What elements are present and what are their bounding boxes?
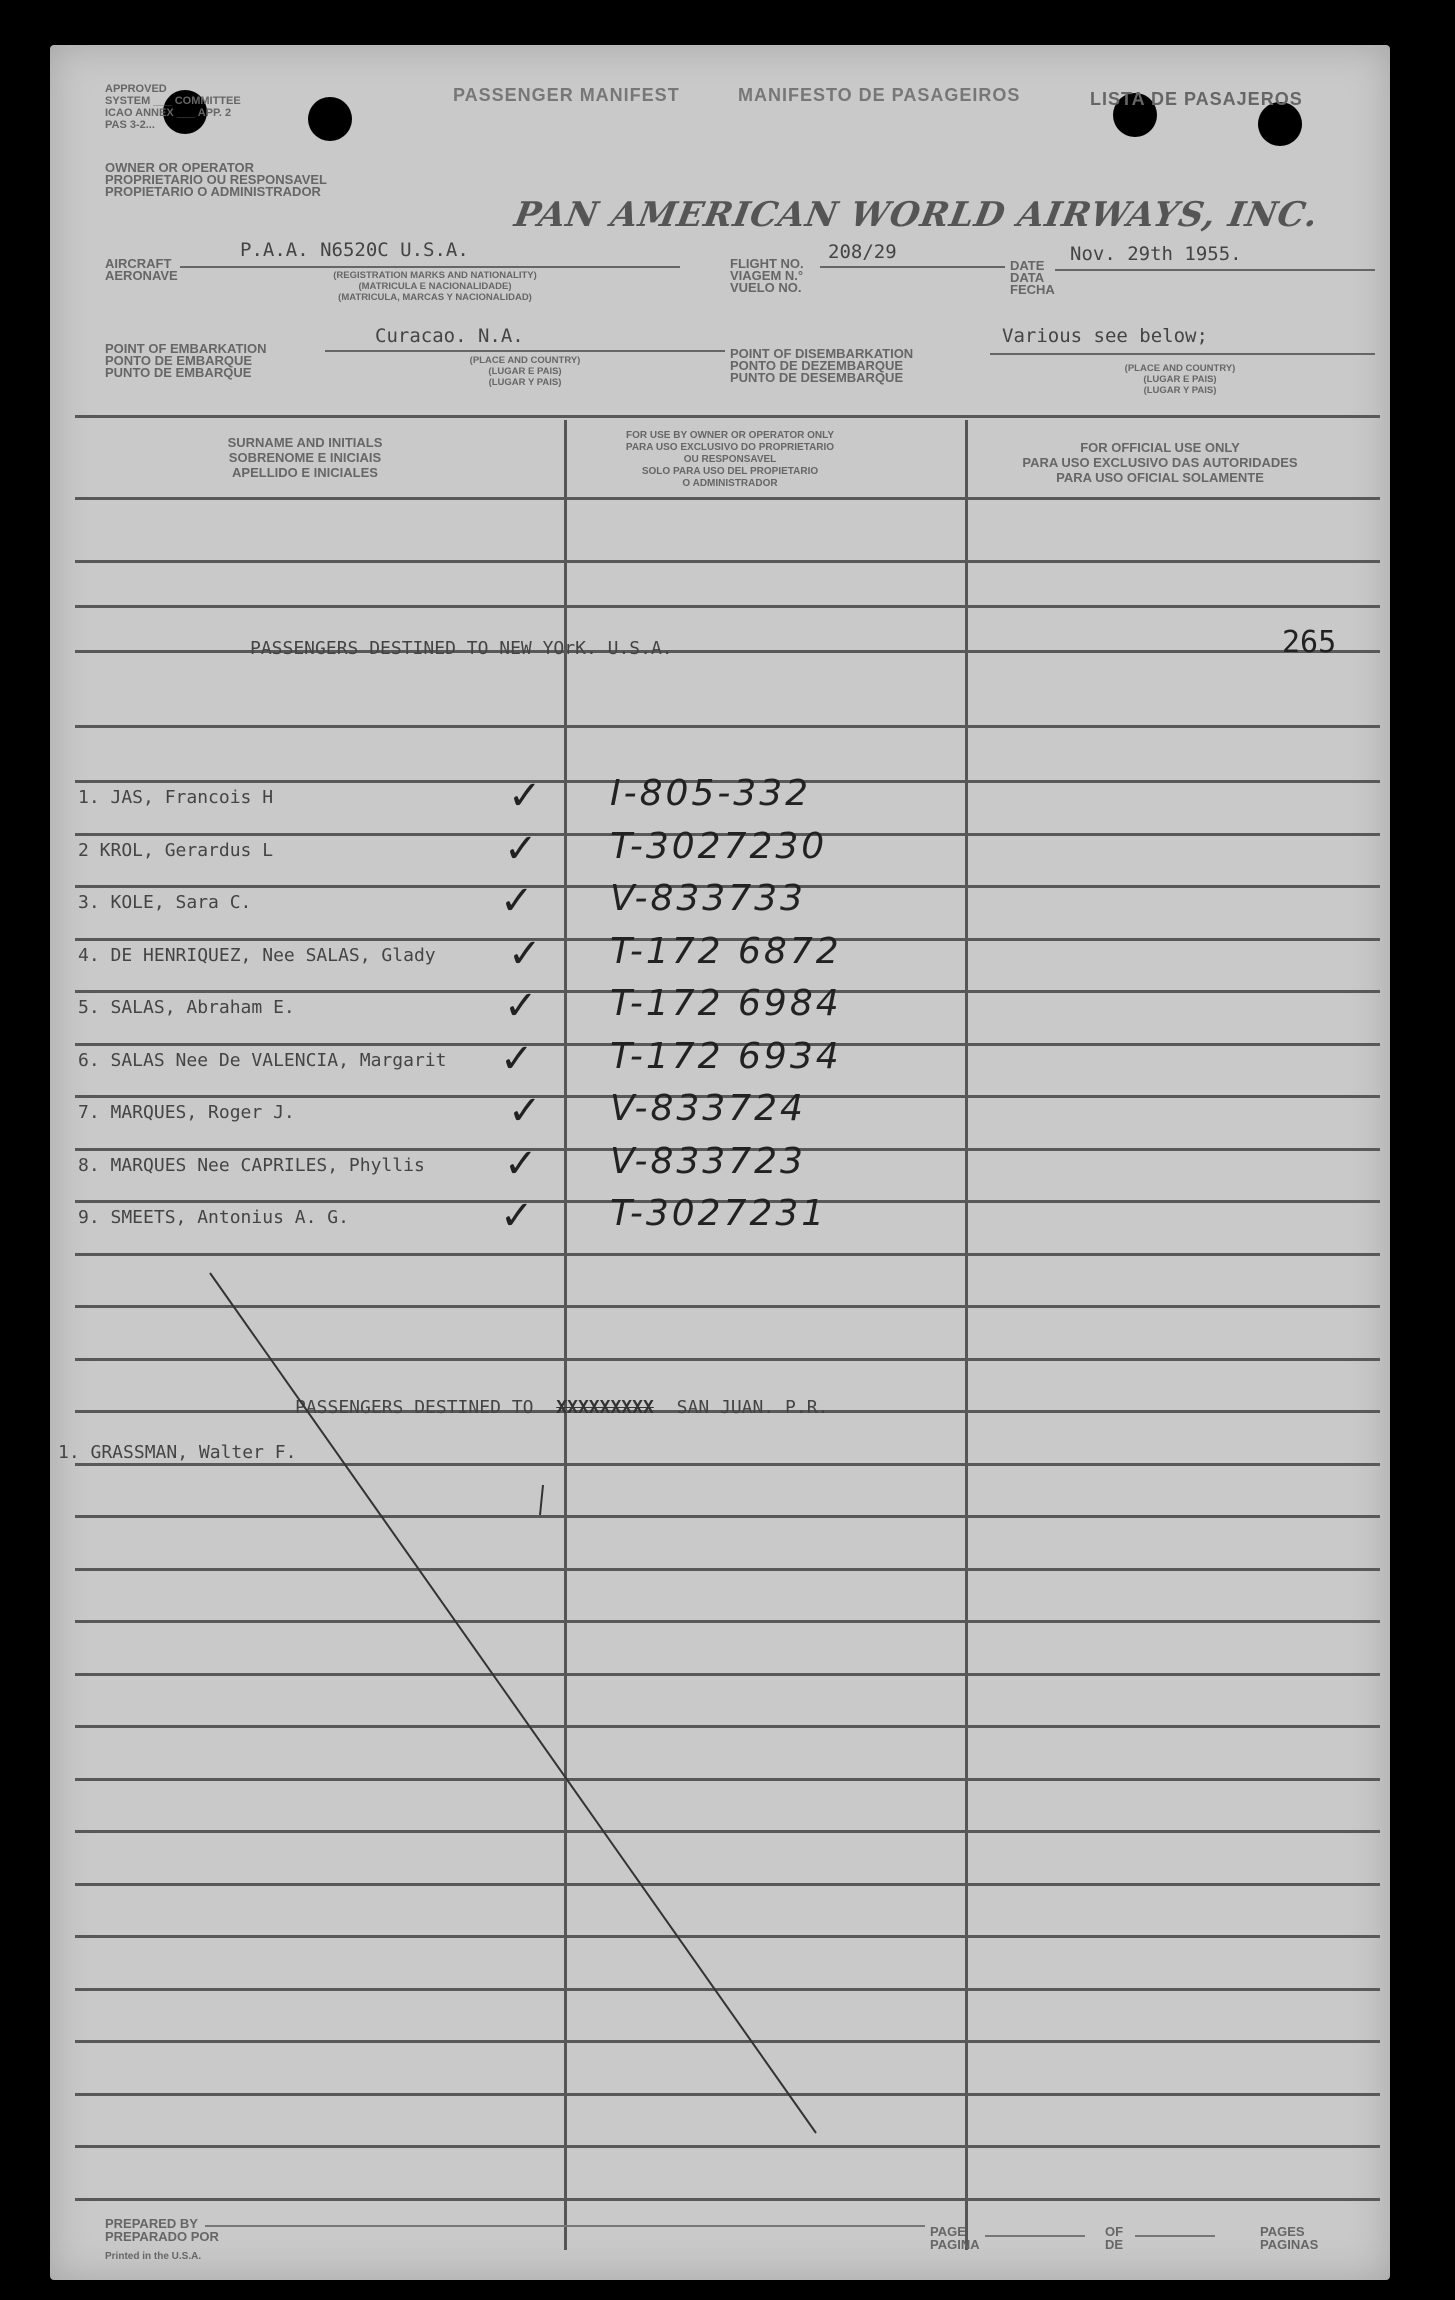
page-number: 265 (1282, 625, 1337, 660)
embarkation-value: Curacao. N.A. (375, 325, 524, 347)
passenger-name: 9. SMEETS, Antonius A. G. (78, 1207, 349, 1228)
check-mark-icon: ✓ (508, 931, 542, 977)
check-mark-icon: ✓ (500, 1036, 534, 1082)
passenger-name: 7. MARQUES, Roger J. (78, 1102, 295, 1123)
ticket-number: T-172 6984 (610, 983, 842, 1024)
header-manifesto: MANIFESTO DE PASAGEIROS (738, 85, 1021, 105)
ticket-number: V-833723 (610, 1141, 806, 1182)
section-heading-new-york: PASSENGERS DESTINED TO NEW YOrK. U.S.A. (250, 638, 673, 659)
passenger-name: 4. DE HENRIQUEZ, Nee SALAS, Glady (78, 945, 436, 966)
aircraft-label: AIRCRAFT AERONAVE (105, 256, 178, 283)
page-underline (985, 2235, 1085, 2237)
ticket-number: T-3027230 (610, 826, 828, 867)
prepared-underline (205, 2225, 925, 2227)
header-passenger-manifest: PASSENGER MANIFEST (453, 85, 680, 105)
disembarkation-label: POINT OF DISEMBARKATION PONTO DE DEZEMBARQUE PUNTO DE DESEMBARQUE (730, 346, 914, 385)
grassman-row: 1. GRASSMAN, Walter F. (58, 1442, 297, 1463)
date-value: Nov. 29th 1955. (1070, 243, 1242, 265)
check-mark-icon: ✓ (500, 878, 534, 924)
passenger-name: 2 KROL, Gerardus L (78, 840, 274, 861)
ticket-number: V-833724 (610, 1088, 806, 1129)
disembarkation-value: Various see below; (1002, 325, 1208, 347)
section-heading-prefix: PASSENGERS DESTINED TO (295, 1397, 534, 1418)
column-header-operator-use: FOR USE BY OWNER OR OPERATOR ONLY PARA USO EXCLUSIVO DO PROPRIETARIO OU RESPONSAVEL SOLO PARA USO DEL PROPIETARIO O ADMINISTRADOR (625, 430, 835, 489)
disembarkation-place-hint: (PLACE AND COUNTRY) (LUGAR E PAIS) (LUGAR Y PAIS) (1124, 363, 1236, 396)
date-label: DATE DATA FECHA (1010, 258, 1055, 297)
ticket-number: T-172 6872 (610, 931, 842, 972)
prepared-by-label: PREPARED BY PREPARADO POR (105, 2216, 219, 2244)
passenger-name: 1. JAS, Francois H (78, 787, 274, 808)
manifest-sheet (50, 45, 1390, 2280)
of-label: OF DE (1105, 2224, 1124, 2252)
header-lista: LISTA DE PASAJEROS (1090, 89, 1303, 109)
section-heading-destination: SAN JUAN. P.R. (676, 1397, 829, 1418)
passenger-name: 6. SALAS Nee De VALENCIA, Margarit (78, 1050, 447, 1071)
check-mark-icon: ✓ (504, 826, 538, 872)
check-mark-icon: ✓ (504, 983, 538, 1029)
passenger-name: 5. SALAS, Abraham E. (78, 997, 295, 1018)
passenger-name: 8. MARQUES Nee CAPRILES, Phyllis (78, 1155, 425, 1176)
column-header-surname: SURNAME AND INITIALS SOBRENOME E INICIAIS APELLIDO E INICIALES (227, 435, 383, 480)
struck-destination: XXXXXXXXX (556, 1397, 654, 1418)
registration-hint: (REGISTRATION MARKS AND NATIONALITY) (MATRICULA E NACIONALIDADE) (MATRICULA, MARCAS Y NACIONALIDAD) (333, 270, 537, 303)
pages-label: PAGES PAGINAS (1260, 2224, 1319, 2252)
strike-through-line (50, 45, 1390, 2280)
column-header-official-use: FOR OFFICIAL USE ONLY PARA USO EXCLUSIVO DAS AUTORIDADES PARA USO OFICIAL SOLAMENTE (1022, 440, 1298, 485)
owner-label: OWNER OR OPERATOR PROPRIETARIO OU RESPONSAVEL PROPIETARIO O ADMINISTRADOR (105, 160, 327, 199)
page-label: PAGE PAGINA (930, 2224, 980, 2252)
ticket-number: T-172 6934 (610, 1036, 842, 1077)
ticket-number: I-805-332 (610, 773, 812, 814)
company-name: PAN AMERICAN WORLD AIRWAYS, INC. (511, 195, 1322, 235)
flight-value: 208/29 (828, 241, 897, 263)
check-mark-icon: ✓ (504, 1141, 538, 1187)
approval-block: APPROVED SYSTEM ___ COMMITTEE ICAO ANNEX ___ APP. 2 PAS 3-2... (105, 83, 241, 131)
of-underline (1135, 2235, 1215, 2237)
embarkation-label: POINT OF EMBARKATION PONTO DE EMBARQUE PUNTO DE EMBARQUE (105, 341, 267, 380)
passenger-name: 3. KOLE, Sara C. (78, 892, 252, 913)
check-mark-icon: ✓ (500, 1193, 534, 1239)
flight-label: FLIGHT NO. VIAGEM N.° VUELO NO. (730, 256, 804, 295)
printed-in-usa: Printed in the U.S.A. (105, 2251, 202, 2262)
check-mark-icon: ✓ (508, 773, 542, 819)
ticket-number: V-833733 (610, 878, 806, 919)
check-mark-icon: ✓ (508, 1088, 542, 1134)
embarkation-place-hint: (PLACE AND COUNTRY) (LUGAR E PAIS) (LUGAR Y PAIS) (469, 355, 581, 388)
aircraft-value: P.A.A. N6520C U.S.A. (240, 239, 469, 261)
ticket-number: T-3027231 (610, 1193, 828, 1234)
